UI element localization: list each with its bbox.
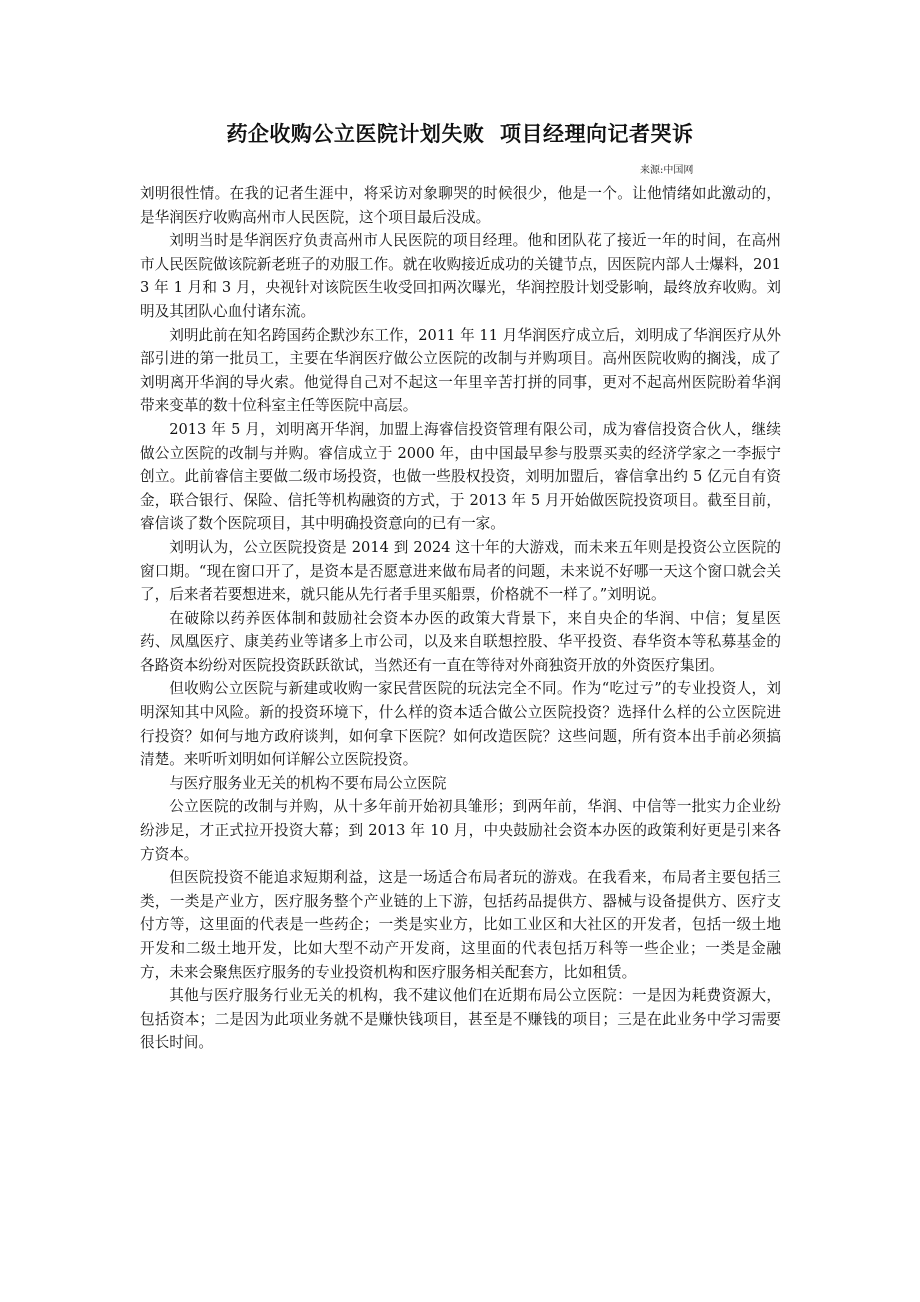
paragraph: 但收购公立医院与新建或收购一家民营医院的玩法完全不同。作为“吃过亏”的专业投资人，刘明深知其中风险。新的投资环境下，什么样的资本适合做公立医院投资？选择什么样的公立医院进行投资？如何与地方政府谈判，如何拿下医院？如何改造医院？这些问题，所有资本出手前必须搞清楚。来听听刘明如何详解公立医院投资。 <box>140 680 781 769</box>
paragraph: 公立医院的改制与并购，从十多年前开始初具雏形；到两年前，华润、中信等一批实力企业纷纷涉足，才正式拉开投资大幕；到 2013 年 10 月，中央鼓励社会资本办医的政策利好更是引来各方资本。 <box>140 798 781 863</box>
paragraph: 在破除以药养医体制和鼓励社会资本办医的政策大背景下，来自央企的华润、中信；复星医药、凤凰医疗、康美药业等诸多上市公司，以及来自联想控股、华平投资、春华资本等私募基金的各路资本纷纷对医院投资跃跃欲试，当然还有一直在等待对外商独资开放的外资医疗集团。 <box>140 609 781 674</box>
section-heading: 与医疗服务业无关的机构不要布局公立医院 <box>169 774 447 792</box>
paragraph: 刘明此前在知名跨国药企默沙东工作，2011 年 11 月华润医疗成立后，刘明成了华润医疗从外部引进的第一批员工，主要在华润医疗做公立医院的改制与并购项目。高州医院收购的搁浅，成了刘明离开华润的导火索。他觉得自己对不起这一年里辛苦打拼的同事，更对不起高州医院盼着华润带来变革的数十位科室主任等医院中高层。 <box>140 326 781 415</box>
paragraph: 但医院投资不能追求短期利益，这是一场适合布局者玩的游戏。在我看来，布局者主要包括三类，一类是产业方，医疗服务整个产业链的上下游，包括药品提供方、器械与设备提供方、医疗支付方等，这里面的代表是一些药企；一类是实业方，比如工业区和大社区的开发者，包括一级土地开发和二级土地开发，比如大型不动产开发商，这里面的代表包括万科等一些企业；一类是金融方，未来会聚焦医疗服务的专业投资机构和医疗服务相关配套方，比如租赁。 <box>140 869 781 981</box>
paragraph: 刘明很性情。在我的记者生涯中，将采访对象聊哭的时候很少，他是一个。让他情绪如此激动的，是华润医疗收购高州市人民医院，这个项目最后没成。 <box>140 185 781 226</box>
article-title: 药企收购公立医院计划失败 项目经理向记者哭诉 <box>226 122 694 146</box>
paragraph: 刘明认为，公立医院投资是 2014 到 2024 这十年的大游戏，而未来五年则是投资公立医院的窗口期。“现在窗口开了，是资本是否愿意进来做布局者的问题，未来说不好哪一天这个窗口就会关了，后来者若要想进来，就只能从先行者手里买船票，价格就不一样了。”刘明说。 <box>140 538 781 604</box>
paragraph: 刘明当时是华润医疗负责高州市人民医院的项目经理。他和团队花了接近一年的时间，在高州市人民医院做该院新老班子的劝服工作。就在收购接近成功的关键节点，因医院内部人士爆料，2013 年 1 月和 3 月，央视针对该院医生收受回扣两次曝光，华润控股计划受影响，最终放弃收购。刘明及其团队心血付诸东流。 <box>140 232 781 320</box>
article-source: 来源:中国网 <box>640 165 694 176</box>
article-body <box>140 182 781 1055</box>
paragraph: 2013 年 5 月，刘明离开华润，加盟上海睿信投资管理有限公司，成为睿信投资合伙人，继续做公立医院的改制与并购。睿信成立于 2000 年，由中国最早参与股票买卖的经济学家之一李振宁创立。此前睿信主要做二级市场投资，也做一些股权投资，刘明加盟后，睿信拿出约 5 亿元自有资金，联合银行、保险、信托等机构融资的方式，于 2013 年 5 月开始做医院投资项目。截至目前，睿信谈了数个医院项目，其中明确投资意向的已有一家。 <box>140 420 781 533</box>
paragraph: 其他与医疗服务行业无关的机构，我不建议他们在近期布局公立医院：一是因为耗费资源大，包括资本；二是因为此项业务就不是赚快钱项目，甚至是不赚钱的项目；三是在此业务中学习需要很长时间。 <box>140 987 781 1052</box>
